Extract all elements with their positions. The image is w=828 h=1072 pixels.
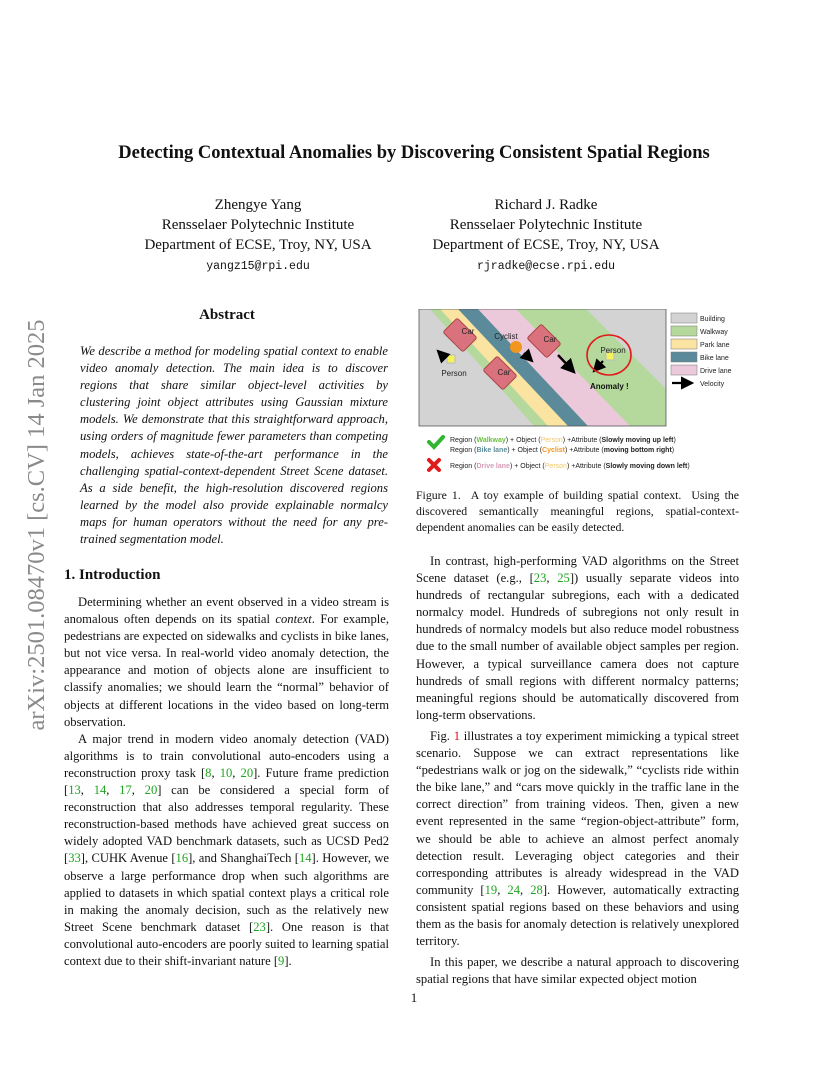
- author-name: Zhengye Yang: [214, 197, 302, 213]
- legend-label: Velocity: [700, 381, 725, 388]
- introduction-left-column: [64, 594, 389, 970]
- legend-label: Bike lane: [700, 355, 729, 362]
- author-block-2: [414, 195, 678, 277]
- author-name: Richard J. Radke: [494, 197, 598, 213]
- legend-label: Walkway: [700, 329, 728, 336]
- figure-toy-example: [416, 309, 739, 479]
- legend-label: Building: [700, 316, 725, 323]
- page-number: 1: [410, 990, 418, 1005]
- paragraph: In this paper, we describe a natural approach to discovering spatial regions that have similar expected object motion: [416, 955, 739, 987]
- abstract-text: We describe a method for modeling spatial context to enable video anomaly detection. The main idea is to discover regions that share similar object-level activities by clustering joint object attributes using Gaussian mixture models. We demonstrate that this straightforward approach, using orders of magnitude fewer parameters than competing models, achieves state-of-the-art performance in the challenging spatial-context-dependent Street Scene dataset. As a side benefit, the high-resolution discovered regions learned by the model also provide explainable normalcy maps for human operators without the need for any pre-trained segmentation model.: [80, 344, 388, 547]
- rule-drive-lane: Region (Drive lane) + Object (Person) +Attribute (Slowly moving down left): [450, 463, 690, 470]
- rule-walkway: Region (Walkway) + Object (Person) +Attribute (Slowly moving up left): [450, 437, 676, 444]
- author-email[interactable]: yangz15@rpi.edu: [206, 260, 310, 273]
- rule-bike-lane: Region (Bike lane) + Object (Cyclist) +Attribute (moving bottom right): [450, 447, 675, 454]
- cyclist-label: Cyclist: [494, 332, 518, 341]
- author-department: Department of ECSE, Troy, NY, USA: [432, 237, 660, 253]
- author-email[interactable]: rjradke@ecse.rpi.edu: [476, 260, 616, 273]
- car-label: Car: [543, 335, 557, 344]
- person-label: Person: [600, 346, 626, 355]
- arxiv-identifier: [22, 290, 52, 760]
- cross-icon: [429, 460, 439, 470]
- figure-caption: Figure 1. A toy example of building spatial context. Using the discovered semantically meaningful regions, spatial-context-dependent anomalies can be easily detected.: [416, 488, 739, 534]
- car-label: Car: [461, 327, 475, 336]
- paper-title: Detecting Contextual Anomalies by Discovering Consistent Spatial Regions: [118, 143, 710, 163]
- check-icon: [429, 437, 443, 447]
- paragraph: A major trend in modern video anomaly detection (VAD) algorithms is to train convolutional auto-encoders using a reconstruction proxy task [8, 10, 20]. Future frame prediction [13, 14, 17, 20] can be considered a special form of reconstruction that also addresses temporal regularity. These reconstruction-based methods have achieved great success on widely adopted VAD benchmark datasets, such as UCSD Ped2 [33], CUHK Avenue [16], and ShanghaiTech [14]. However, we observe a large performance drop when such algorithms are applied to datasets in which spatial context plays a critical role in making the anomaly decision, such as the relatively new Street Scene benchmark dataset [23]. One reason is that convolutional auto-encoders are poorly suited to learning spatial context due to their shift-invariant nature [9].: [64, 731, 390, 968]
- author-affiliation: Rensselaer Polytechnic Institute: [449, 217, 643, 233]
- legend-label: Drive lane: [700, 368, 732, 375]
- author-department: Department of ECSE, Troy, NY, USA: [144, 237, 372, 253]
- abstract-heading: Abstract: [199, 307, 255, 323]
- section-heading-introduction: 1. Introduction: [64, 567, 161, 583]
- legend: [671, 313, 732, 388]
- paragraph: Determining whether an event observed in a video stream is anomalous often depends on its spatial context. For example, pedestrians are expected on sidewalks and cyclists in bike lanes, but not vice versa. In real-world video anomaly detection, the appearance and motion of objects alone are insufficient to classify anomalies; we should learn the “normal” behavior of objects at different locations in the video based on long-term observation.: [64, 595, 390, 729]
- author-block-1: [128, 195, 388, 277]
- arxiv-id-text: arXiv:2501.08470v1 [cs.CV] 14 Jan 2025: [23, 319, 50, 731]
- legend-label: Park lane: [700, 342, 730, 349]
- person-label: Person: [441, 369, 467, 378]
- paragraph: In contrast, high-performing VAD algorithms on the Street Scene dataset (e.g., [23, 25]) usually separate videos into hundreds of rectangular subregions, each with a dedicated normalcy model. Hundreds of subregions not only result in hundreds of normalcy models but also reduce model robustness due to the small number of available object samples per region. However, a typical surveillance camera does not capture hundreds of small regions with different normalcy patterns; meaningful regions should be automatically discovered from long-term observations.: [416, 554, 740, 722]
- author-affiliation: Rensselaer Polytechnic Institute: [161, 217, 355, 233]
- paragraph: Fig. 1 illustrates a toy experiment mimicking a typical street scenario. Suppose we can extract representations like “pedestrians walk or jog on the sidewalk,” “cyclists ride within the bike lane,” and “cars move quickly in the traffic lane in the correct direction” from training videos. Then, given a new event represented in the same “region-object-attribute” form, we should be able to achieve an almost perfect anomaly detection result. Leveraging object categories and their corresponding attributes is already widespread in the VAD community [19, 24, 28]. However, automatically extracting consistent spatial regions based on these behaviors and using them as the basis for anomaly detection is relatively unexplored territory.: [416, 728, 740, 949]
- introduction-right-column: [416, 553, 739, 988]
- anomaly-label: Anomaly !: [590, 382, 629, 391]
- car-label: Car: [497, 368, 511, 377]
